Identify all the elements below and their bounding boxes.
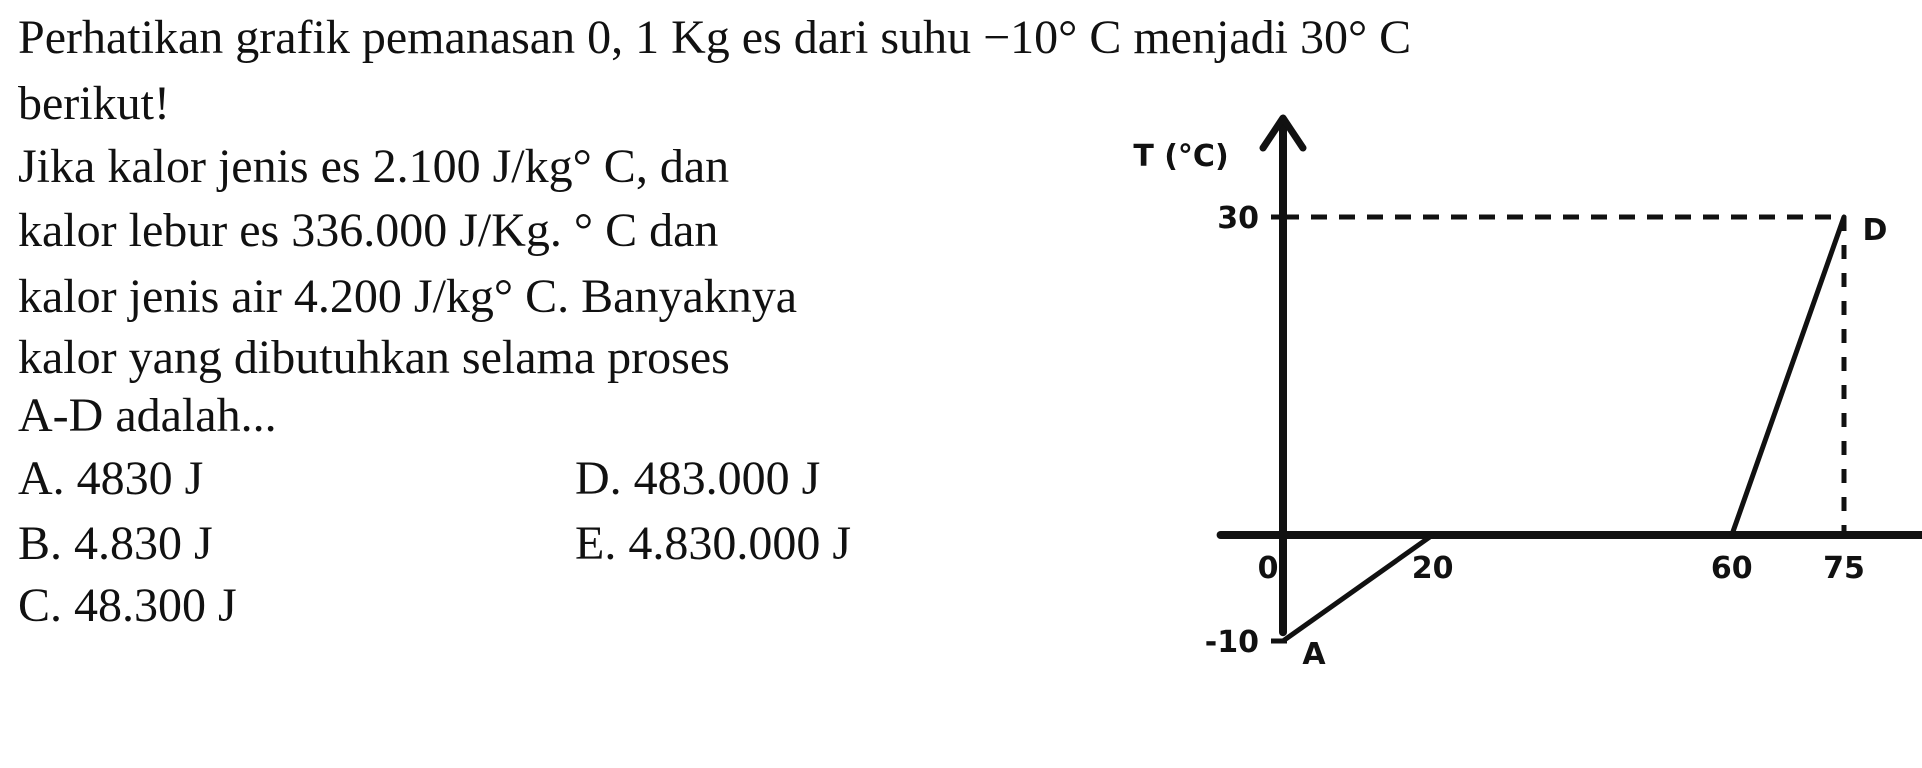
question-line-3: Jika kalor jenis es 2.100 J/kg° C, dan — [18, 140, 730, 193]
x-tick-label-1: 20 — [1411, 551, 1454, 586]
option-b[interactable]: B. 4.830 J — [18, 517, 213, 570]
series-segment-2 — [1732, 217, 1844, 535]
option-d[interactable]: D. 483.000 J — [575, 452, 821, 505]
question-line-2: berikut! — [18, 77, 170, 130]
x-tick-label-3: 75 — [1823, 551, 1865, 586]
y-tick-label-1: -10 — [1204, 625, 1259, 660]
option-e[interactable]: E. 4.830.000 J — [575, 517, 851, 570]
point-label-d: D — [1862, 213, 1888, 248]
option-a[interactable]: A. 4830 J — [18, 452, 204, 505]
point-label-a: A — [1302, 637, 1326, 672]
x-tick-label-2: 60 — [1710, 551, 1753, 586]
question-line-6: kalor yang dibutuhkan selama proses — [18, 331, 730, 384]
question-line-1: Perhatikan grafik pemanasan 0, 1 Kg es dari suhu −10° C menjadi 30° C — [18, 11, 1412, 64]
y-axis-label: T (°C) — [1133, 139, 1229, 174]
option-c[interactable]: C. 48.300 J — [18, 579, 237, 632]
question-line-4: kalor lebur es 336.000 J/Kg. ° C dan — [18, 204, 719, 257]
question-line-5: kalor jenis air 4.200 J/kg° C. Banyaknya — [18, 270, 798, 323]
x-tick-label-0: 0 — [1257, 551, 1279, 586]
question-line-7: A-D adalah... — [18, 389, 277, 442]
series-segment-0 — [1283, 535, 1433, 641]
y-tick-label-0: 30 — [1217, 201, 1259, 236]
